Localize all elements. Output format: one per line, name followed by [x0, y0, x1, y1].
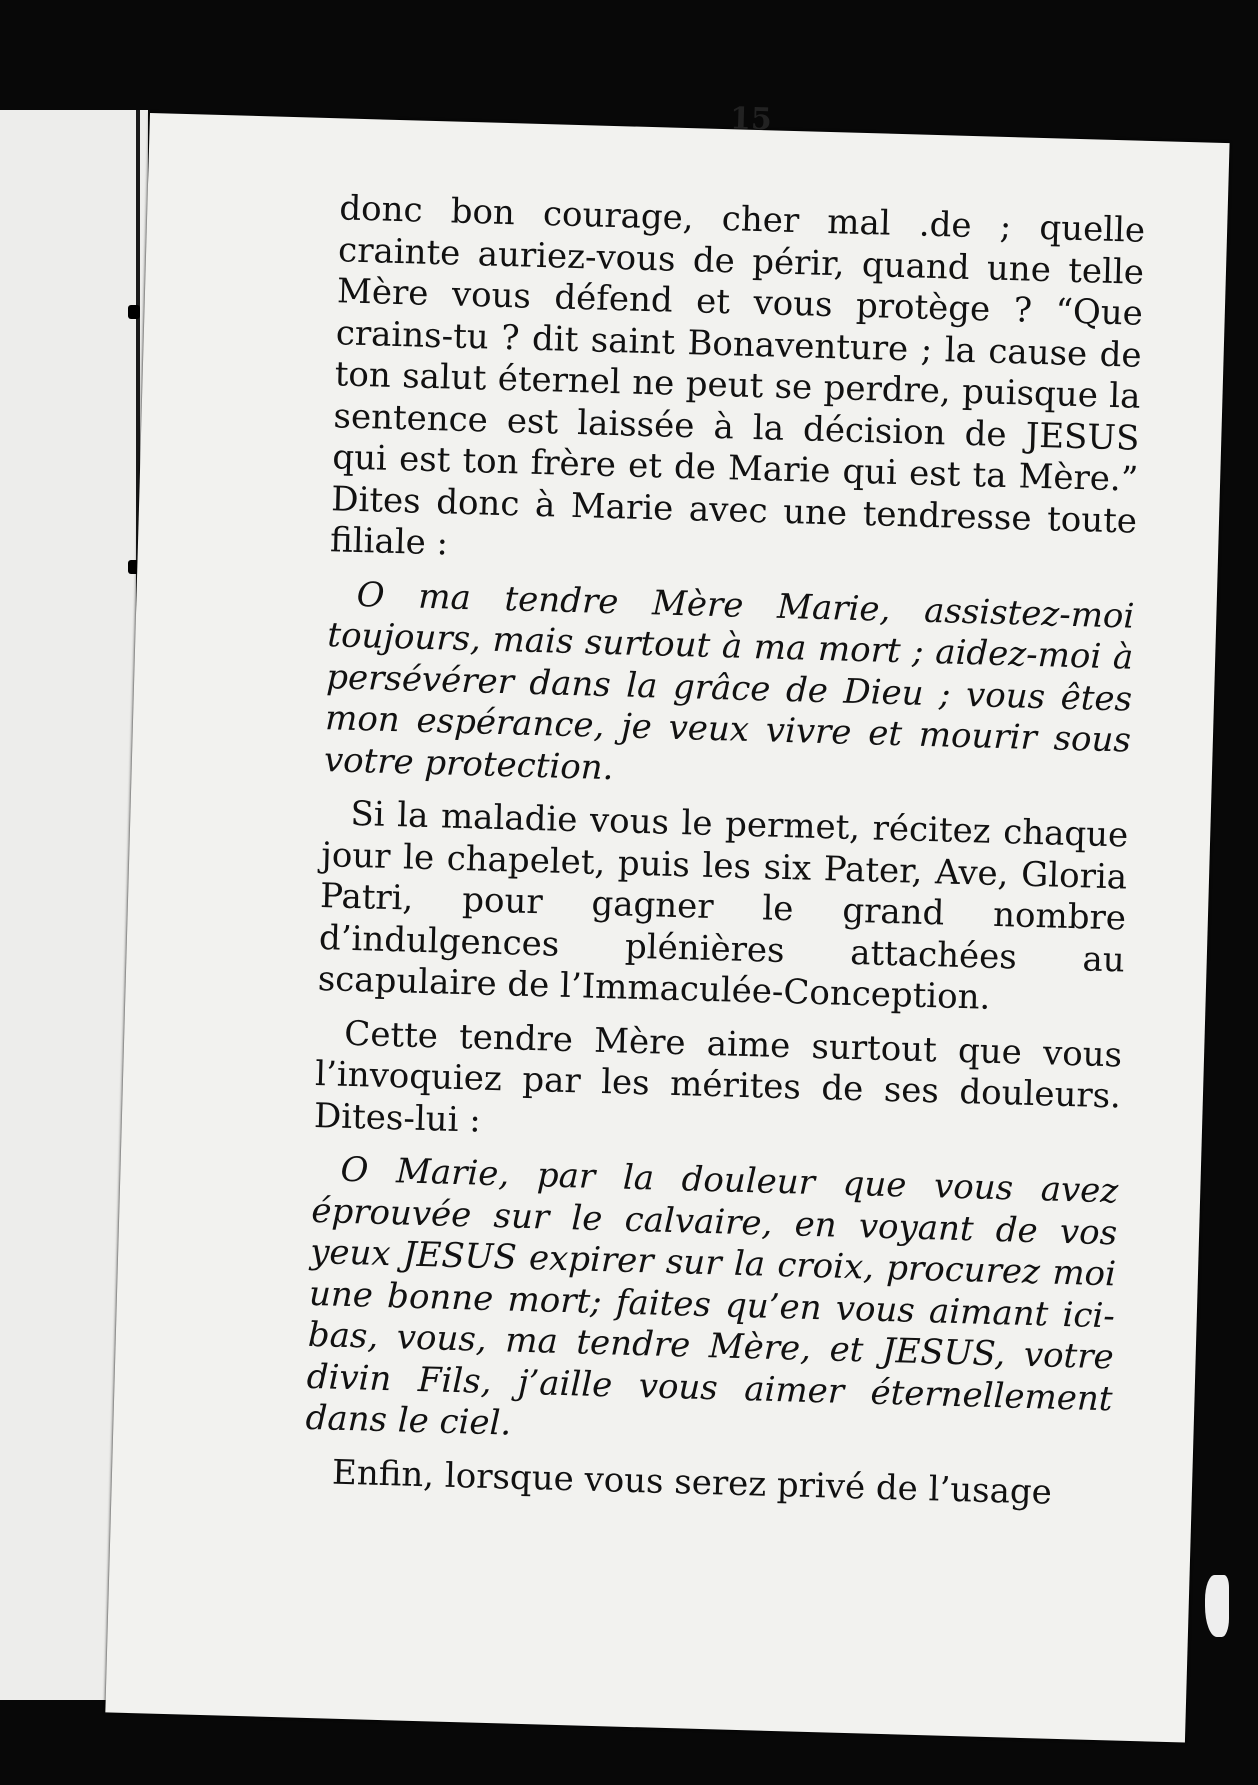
- binding-mark: [128, 305, 140, 319]
- prayer-paragraph: O Marie, par la douleur que vous avez éprouvée sur le calvaire, en voyant de vos yeux JESUS expirer sur la croix, procurez moi une bonne mort; faites qu’en vous aimant ici-bas, vous, ma tendre Mère, et JESUS, votre divin Fils, j’aille vous aimer éternellement dans le ciel.: [305, 1149, 1119, 1444]
- page-number: 15: [729, 101, 773, 138]
- paragraph: donc bon courage, cher mal .de ; quelle crainte auriez-vous de périr, quand une telle Mère vous défend et vous protège ? “Que crains-tu ? dit saint Bonaventure ; la cause de ton salut éternel ne peut se perdre, puisque la sentence est laissée à la décision de JESUS qui est ton frère et de Marie qui est ta Mère.” Dites donc à Marie avec une tendresse toute filiale :: [329, 188, 1146, 564]
- prayer-paragraph: O ma tendre Mère Marie, assistez-moi toujours, mais surtout à ma mort ; aidez-moi à persévérer dans la grâce de Dieu ; vous êtes mon espérance, je veux vivre et mourir sous votre protection.: [323, 574, 1135, 788]
- paragraph: Cette tendre Mère aime surtout que vous l’invoquiez par les mérites de ses douleurs. Dites-lui :: [313, 1013, 1123, 1141]
- page-text: [303, 188, 1145, 1527]
- paragraph: Enfin, lorsque vous serez privé de l’usage: [331, 1452, 1053, 1513]
- page-stain: [1205, 1575, 1229, 1637]
- paragraph: Si la maladie vous le permet, récitez chaque jour le chapelet, puis les six Pater, Ave, Gloria Patri, pour gagner le grand nombre d’indulgences plénières attachées au scapulaire de l’Immaculée-Conception.: [317, 793, 1129, 1018]
- book-page: [105, 101, 1229, 1743]
